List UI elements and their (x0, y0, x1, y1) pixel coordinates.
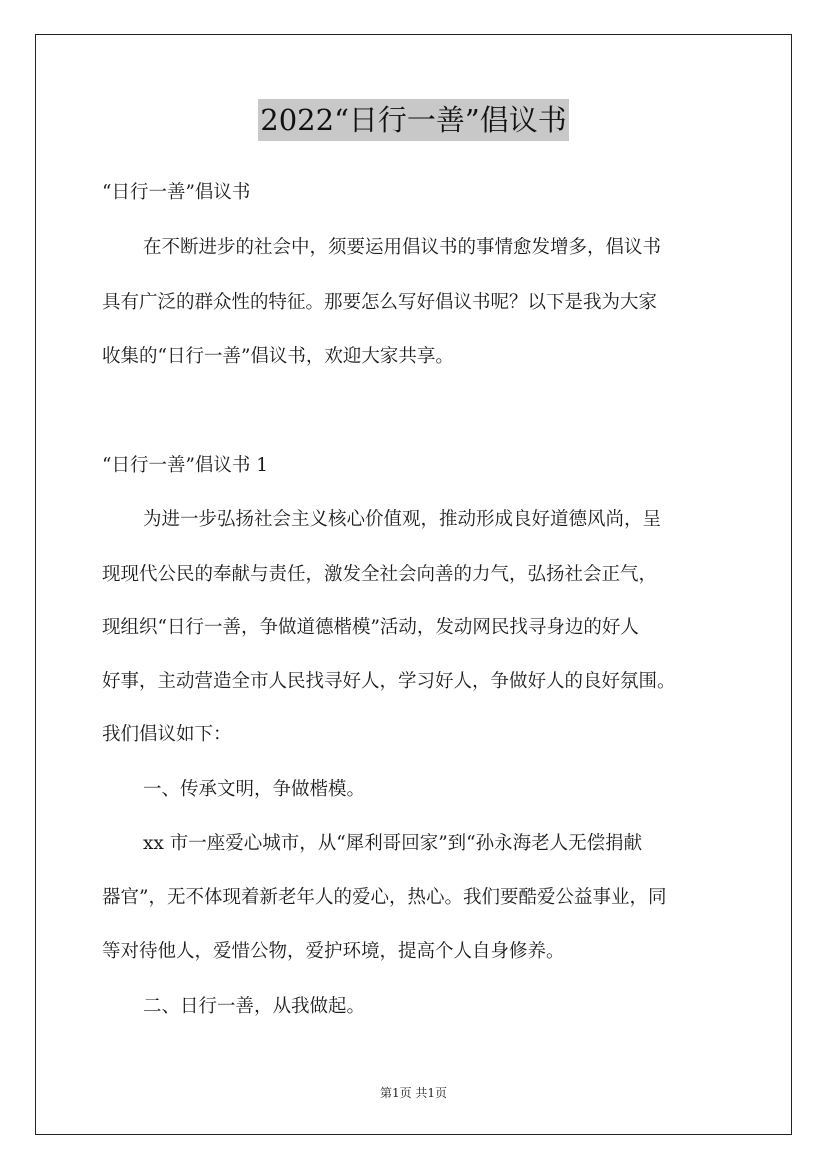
section-heading: “日行一善”倡议书 1 (102, 455, 269, 476)
paragraph-line: 现现代公民的奉献与责任，激发全社会向善的力气，弘扬社会正气， (102, 564, 658, 585)
paragraph-line: 好事，主动营造全市人民找寻好人，学习好人，争做好人的良好氛围。 (102, 671, 676, 692)
section-heading: “日行一善”倡议书 (102, 182, 251, 203)
list-heading: 一、传承文明，争做楷模。 (143, 779, 366, 800)
paragraph-line: xx 市一座爱心城市，从“犀利哥回家”到“孙永海老人无偿捐献 (143, 833, 643, 854)
document-title: 2022“日行一善”倡议书 (258, 99, 568, 141)
paragraph-line: 器官”，无不体现着新老年人的爱心，热心。我们要酷爱公益事业，同 (102, 887, 667, 908)
paragraph-line: 具有广泛的群众性的特征。那要怎么写好倡议书呢？以下是我为大家 (102, 292, 658, 313)
document-title-block (0, 99, 827, 141)
paragraph-line: 我们倡议如下： (102, 724, 232, 745)
page-footer: 第1页 共1页 (379, 1086, 448, 1100)
paragraph-line: 现组织“日行一善，争做道德楷模”活动，发动网民找寻身边的好人 (102, 617, 639, 638)
paragraph-line: 等对待他人，爱惜公物，爱护环境，提高个人自身修养。 (102, 941, 565, 962)
list-heading: 二、日行一善，从我做起。 (143, 996, 366, 1017)
paragraph-line: 为进一步弘扬社会主义核心价值观，推动形成良好道德风尚，呈 (143, 509, 662, 530)
paragraph-line: 收集的“日行一善”倡议书，欢迎大家共享。 (102, 346, 454, 367)
paragraph-line: 在不断进步的社会中，须要运用倡议书的事情愈发增多，倡议书 (143, 237, 662, 258)
